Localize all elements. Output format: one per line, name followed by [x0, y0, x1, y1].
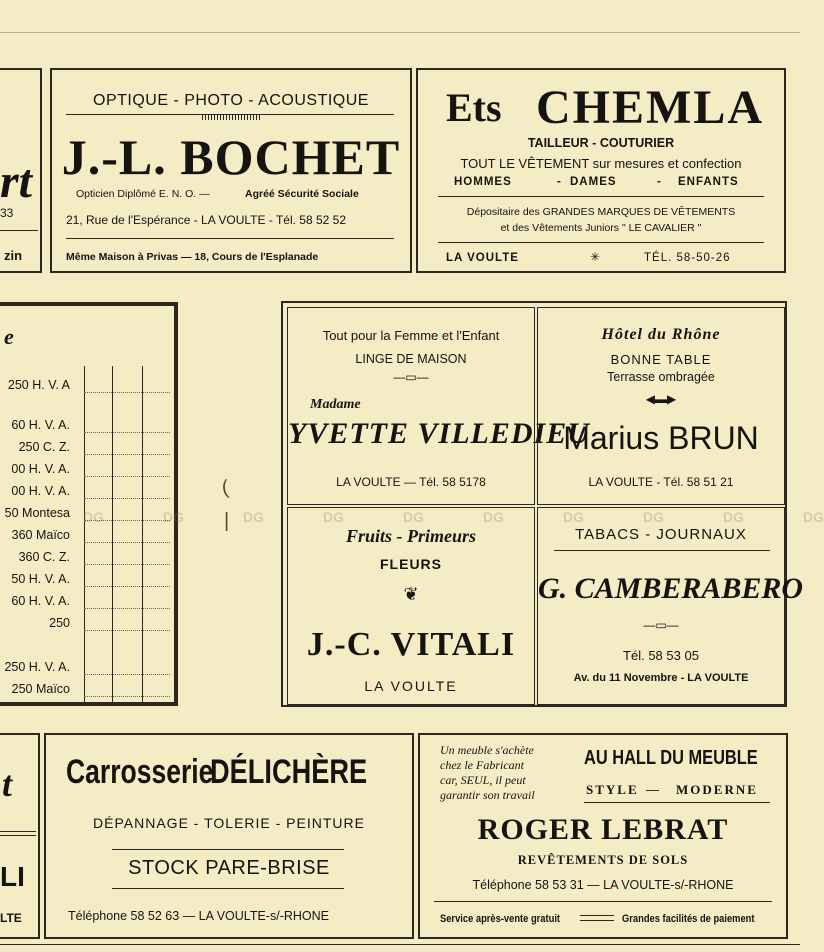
chemla-line5: et des Vêtements Juniors " LE CAVALIER " [500, 222, 702, 234]
table-row-dots [84, 454, 170, 455]
vitali-name: J.-C. VITALI [306, 626, 516, 663]
ad-villedieu [287, 307, 590, 505]
lebrat-style-2: MODERNE [676, 782, 758, 797]
bochet-header: OPTIQUE - PHOTO - ACOUSTIQUE [93, 92, 369, 109]
table-row-dots [84, 392, 170, 393]
watermark-text: DG [483, 509, 504, 525]
delichere-stock: STOCK PARE-BRISE [128, 857, 330, 879]
table-row-dots [84, 564, 170, 565]
ad-grid-block [83, 301, 824, 707]
table-row-label: 360 C. Z. [18, 550, 70, 564]
watermark-text: DG [723, 509, 744, 525]
watermark-text: DG [563, 509, 584, 525]
staple-mark: | [224, 510, 230, 532]
bochet-name: J.-L. BOCHET [61, 129, 401, 185]
chemla-prefix: Ets [446, 85, 502, 130]
table-row-label: 250 C. Z. [18, 440, 70, 454]
lebrat-footer-right: Grandes facilités de paiement [622, 913, 755, 925]
table-row-label: 00 H. V. A. [11, 462, 70, 476]
chemla-cat-3: ENFANTS [678, 176, 739, 188]
table-row-dots [84, 696, 170, 697]
double-rule [580, 915, 614, 921]
ad-bochet [50, 68, 412, 273]
chemla-cat-1: HOMMES [454, 176, 512, 188]
ornament-bar [202, 115, 262, 120]
delichere-footer: Téléphone 58 52 63 — LA VOULTE-s/-RHONE [68, 909, 329, 923]
delichere-name-part2: DÉLICHÈRE [210, 753, 368, 791]
ad-brun [537, 307, 785, 505]
watermark-text: DG [403, 509, 424, 525]
table-title-fragment: e [4, 324, 14, 349]
villedieu-name: YVETTE VILLEDIEU [288, 417, 590, 450]
table-row-label: 360 Maïco [11, 528, 70, 542]
watermark-text: DG [803, 509, 824, 525]
ad-chemla: Ets CHEMLA TAILLEUR - COUTURIER TOUT LE VÊTEMENT sur mesures et confection HOMMES - DAMES - ENFANTS Dépositaire des GRANDES MARQUES DE VÊTEMENTS et des Vêtements Juniors " LE CAVALIER " LA VOULTE ✳ TÉL. 58-50-26 [416, 68, 786, 273]
lebrat-quote-2: chez le Fabricant [440, 758, 524, 772]
divider-ornament: —▭— [643, 618, 679, 632]
top-edge-line [0, 32, 800, 33]
watermark-text: DG [163, 509, 184, 525]
ad-vitali [287, 507, 535, 705]
staple-mark: ( [220, 476, 231, 500]
chemla-cat-2: DAMES [570, 176, 617, 188]
camberabero-address: Av. du 11 Novembre - LA VOULTE [573, 672, 749, 684]
diamond-ornament-icon: ◀▬▶ [645, 392, 677, 406]
delichere-services: DÉPANNAGE - TOLERIE - PEINTURE [93, 815, 365, 831]
fragment-bottom: zin [4, 248, 23, 263]
table-row-label: 60 H. V. A. [11, 594, 70, 608]
lebrat-name: ROGER LEBRAT [477, 813, 729, 846]
lebrat-line1: REVÊTEMENTS DE SOLS [517, 853, 689, 867]
brun-footer: LA VOULTE - Tél. 58 51 21 [588, 475, 734, 489]
fragment-big-bottom: t [2, 764, 13, 804]
lebrat-phone: Téléphone 58 53 31 — LA VOULTE-s/-RHONE [472, 878, 734, 892]
watermark-text: DG [323, 509, 344, 525]
brun-name: Marius BRUN [563, 420, 759, 456]
table-row-label: 50 H. V. A. [11, 572, 70, 586]
table-row-label: 250 Maïco [11, 682, 70, 696]
camberabero-header: TABACS - JOURNAUX [575, 526, 747, 543]
table-row-dots [84, 498, 170, 499]
watermark-text: DG [243, 509, 264, 525]
flower-icon: ❦ [403, 584, 419, 604]
partial-ad-top-left [0, 68, 42, 273]
vitali-line1: Fruits - Primeurs [345, 526, 477, 546]
bochet-footer: Même Maison à Privas — 18, Cours de l'Esplanade [66, 251, 319, 263]
lebrat-hall: AU HALL DU MEUBLE [584, 747, 758, 769]
chemla-footer-tel: TÉL. 58-50-26 [644, 252, 731, 264]
watermark-text: DG [643, 509, 664, 525]
villedieu-line1: Tout pour la Femme et l'Enfant [322, 328, 500, 343]
lebrat-style-1: STYLE [586, 782, 639, 797]
fragment-big: rt [0, 155, 33, 208]
lebrat-footer-left: Service après-vente gratuit [440, 913, 561, 925]
bochet-subtitle-right: Agréé Sécurité Sociale [245, 188, 359, 200]
table-row-label: 250 H. V. A. [4, 660, 70, 674]
bochet-address: 21, Rue de l'Espérance - LA VOULTE - Tél. 58 52 52 [66, 213, 347, 227]
partial-ad-bottom-left [0, 733, 40, 939]
fragment-bottom-bottom: LTE [0, 911, 22, 925]
table-row-dots [84, 630, 170, 631]
vitali-line2: FLEURS [380, 556, 442, 572]
brun-line1: BONNE TABLE [610, 352, 712, 367]
brun-line2: Terrasse ombragée [607, 370, 715, 384]
brun-hotel: Hôtel du Rhône [601, 326, 721, 343]
divider-ornament: —▭— [393, 370, 429, 384]
table-row-dots [84, 586, 170, 587]
chemla-line4: Dépositaire des GRANDES MARQUES DE VÊTEMENTS [466, 206, 736, 218]
ad-delichere [44, 733, 414, 939]
lebrat-quote-1: Un meuble s'achète [440, 743, 534, 757]
watermark-text: DG [83, 509, 104, 525]
fragment-num: 33 [0, 206, 14, 220]
table-row-dots [84, 432, 170, 433]
results-table [0, 302, 178, 706]
chemla-name: CHEMLA [536, 81, 764, 134]
delichere-name-part1: Carrosserie [66, 753, 214, 791]
villedieu-footer: LA VOULTE — Tél. 58 5178 [336, 475, 486, 489]
vitali-town: LA VOULTE [364, 678, 458, 694]
camberabero-name: G. CAMBERABERO [538, 572, 804, 605]
lebrat-quote-3: car, SEUL, il peut [440, 773, 526, 787]
chemla-line1: TAILLEUR - COUTURIER [527, 136, 675, 150]
camberabero-tel: Tél. 58 53 05 [623, 648, 699, 663]
table-row-label: 50 Montesa [4, 506, 70, 520]
bochet-subtitle-left: Opticien Diplômé E. N. O. — [76, 188, 210, 200]
chemla-line2: TOUT LE VÊTEMENT sur mesures et confection [460, 156, 742, 171]
fragment-mid-bottom: LI [0, 861, 25, 892]
ad-lebrat: Un meuble s'achète chez le Fabricant car, SEUL, il peut garantir son travail AU HALL DU MEUBLE STYLE — MODERNE ROGER LEBRAT REVÊTEMENTS DE SOLS Téléphone 58 53 31 — LA VOULTE-s/-RHONE Service après-vente gratuit Grandes facilités de paiement [418, 733, 788, 939]
table-row-dots [84, 608, 170, 609]
table-row-dots [84, 674, 170, 675]
table-row-dots [84, 476, 170, 477]
watermark-row [83, 509, 824, 529]
table-row-label: 60 H. V. A. [11, 418, 70, 432]
star-icon: ✳ [590, 250, 601, 264]
table-row-dots [84, 542, 170, 543]
bottom-edge-line [0, 944, 800, 945]
chemla-footer-town: LA VOULTE [446, 252, 519, 264]
table-row-label: 250 [49, 616, 70, 630]
lebrat-quote-4: garantir son travail [440, 788, 535, 802]
table-row-label: 00 H. V. A. [11, 484, 70, 498]
villedieu-madame: Madame [310, 397, 361, 412]
table-row-label: 250 H. V. A [7, 378, 70, 392]
villedieu-line2: LINGE DE MAISON [355, 352, 467, 366]
ad-camberabero [537, 507, 804, 705]
